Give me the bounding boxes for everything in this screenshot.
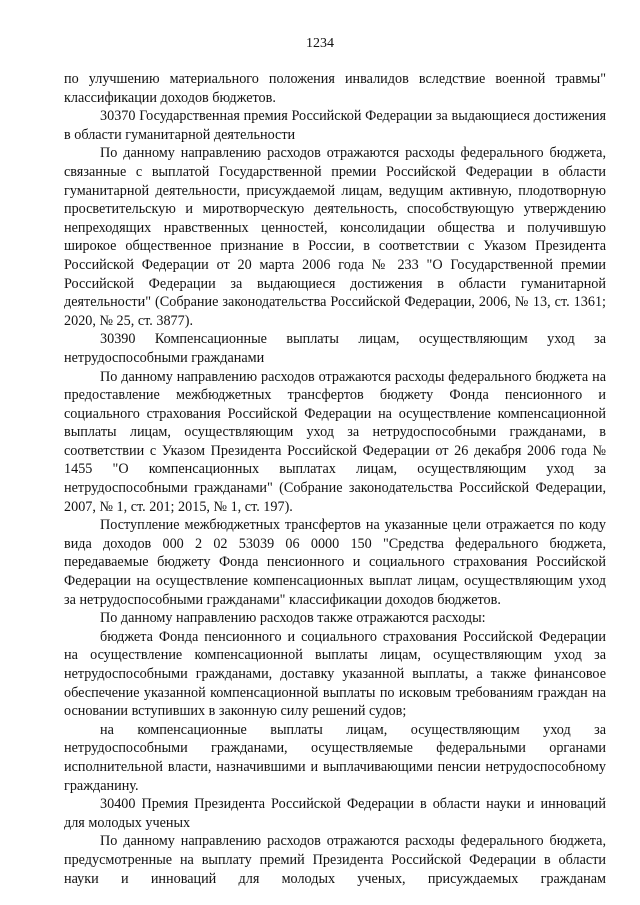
heading-30370: 30370 Государственная премия Российской Федерации за выдающиеся достижения в области гуманитарной деятельности (64, 108, 606, 143)
heading-30400: 30400 Премия Президента Российской Федерации в области науки и инноваций для молодых ученых (64, 796, 606, 831)
paragraph-30390-also: По данному направлению расходов также отражаются расходы: (100, 610, 486, 627)
paragraph-continuation: по улучшению материального положения инвалидов вследствие военной травмы" классификации доходов бюджетов. (64, 71, 606, 106)
paragraph-30390-income: Поступление межбюджетных трансфертов на указанные цели отражается по коду вида доходов 000 2 02 53039 06 0000 150 "Средства федерального бюджета, передаваемые бюджету Фонда пенсионного и социального страхования Российской Федерации на осуществление компенсационных выплат лицам, осуществляющим уход за нетрудоспособными гражданами" классификации доходов бюджетов. (64, 517, 606, 608)
paragraph-30390-fund: бюджета Фонда пенсионного и социального страхования Российской Федерации на осуществление компенсационной выплаты лицам, осуществляющим уход за нетрудоспособными гражданами, доставку указанной выплаты, а также финансовое обеспечение указанной компенсационной выплаты по исковым требованиям граждан на основании вступивших в законную силу решений судов; (64, 628, 606, 720)
heading-30390: 30390 Компенсационные выплаты лицам, осуществляющим уход за нетрудоспособными гражданами (64, 331, 606, 366)
paragraph-30390-federal-bodies: на компенсационные выплаты лицам, осуществляющим уход за нетрудоспособными гражданами, осуществляемые федеральными органами исполнительной власти, назначившими и выплачивающими пенсии нетрудоспособному гражданину. (64, 721, 606, 794)
document-body (64, 70, 606, 888)
paragraph-30390-description: По данному направлению расходов отражаются расходы федерального бюджета на предоставление межбюджетных трансфертов бюджету Фонда пенсионного и социального страхования Российской Федерации на осуществление компенсационной выплаты лицам, осуществляющим уход за нетрудоспособными гражданами, в соответствии с Указом Президента Российской Федерации от 26 декабря 2006 года № 1455 "О компенсационных выплатах лицам, осуществляющим уход за нетрудоспособными гражданами" (Собрание законодательства Российской Федерации, 2007, № 1, ст. 201; 2015, № 1, ст. 197). (64, 368, 606, 515)
paragraph-30370-description: По данному направлению расходов отражаются расходы федерального бюджета, связанные с выплатой Государственной премии Российской Федерации в области гуманитарной деятельности, присуждаемой лицам, ведущим активную, плодотворную просветительскую и миротворческую деятельность, способствующую утверждению непреходящих нравственных ценностей, консолидации общества и получившую широкое общественное признание в России, в соответствии с Указом Президента Российской Федерации от 20 марта 2006 года № 233 "О Государственной премии Российской Федерации за выдающиеся достижения в области гуманитарной деятельности" (Собрание законодательства Российской Федерации, 2006, № 13, ст. 1361; 2020, № 25, ст. 3877). (64, 145, 606, 329)
paragraph-30400-description: По данному направлению расходов отражаются расходы федерального бюджета, предусмотренные на выплату премий Президента Российской Федерации в области науки и инноваций для молодых ученых, присуждаемых гражданам (64, 833, 606, 887)
page-number: 1234 (306, 36, 334, 51)
